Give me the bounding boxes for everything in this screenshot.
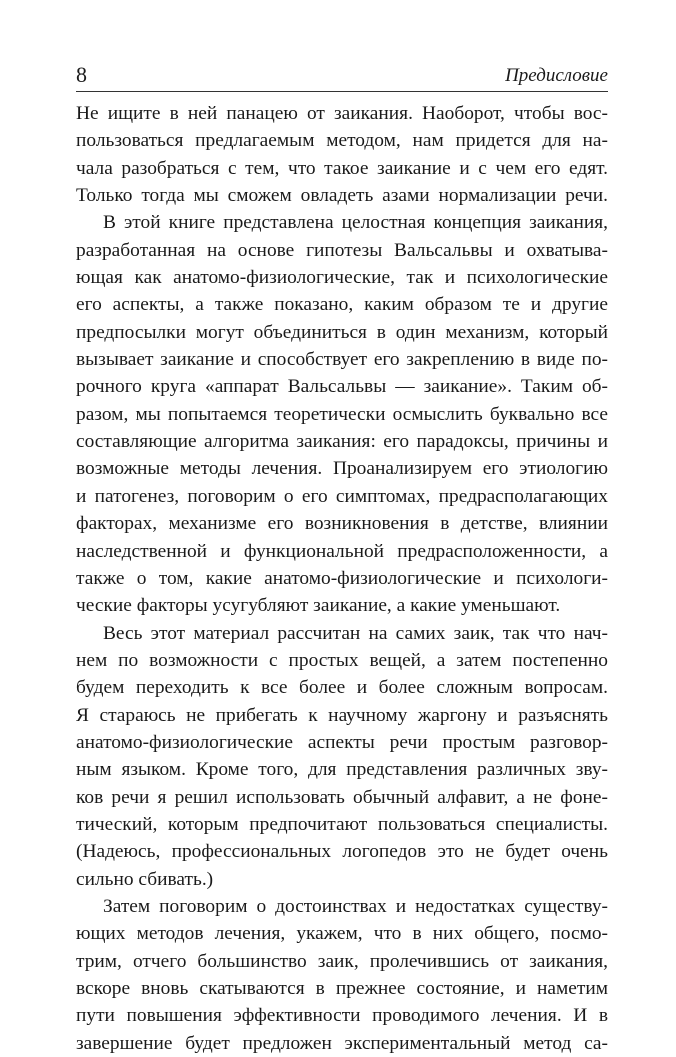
page-header <box>76 56 608 92</box>
text-line: его аспекты, а также показано, каким образом те и другие <box>76 294 608 316</box>
text-line: Я стараюсь не прибегать к научному жаргону и разъяснять <box>76 704 608 726</box>
text-line: (Надеюсь, профессиональных логопедов это не будет очень <box>76 841 608 863</box>
paragraph-3 <box>76 620 608 893</box>
text-line: пути повышения эффективности проводимого лечения. И в <box>76 1005 608 1027</box>
body-text <box>76 100 608 1057</box>
text-line: будем переходить к все более и более сложным вопросам. <box>76 677 608 699</box>
text-line: также о том, какие анатомо-физиологические и психологи- <box>76 567 608 589</box>
text-line: трим, отчего большинство заик, пролечившись от заикания, <box>76 950 608 972</box>
text-line: чала разобраться с тем, что такое заикание и с чем его едят. <box>76 157 608 179</box>
text-line: предпосылки могут объединиться в один механизм, который <box>76 321 608 343</box>
text-line: ющих методов лечения, укажем, что в них общего, посмо- <box>76 923 608 945</box>
paragraph-4 <box>76 893 608 1057</box>
text-line: и патогенез, поговорим о его симптомах, предрасполагающих <box>76 485 608 507</box>
text-line: ческие факторы усугубляют заикание, а какие уменьшают. <box>76 595 561 617</box>
text-line: наследственной и функциональной предрасположенности, а <box>76 540 608 562</box>
text-line: сильно сбивать.) <box>76 868 214 890</box>
text-line: ным языком. Кроме того, для представления различных зву- <box>76 759 608 781</box>
text-line: факторах, механизме его возникновения в детстве, влиянии <box>76 513 608 535</box>
text-line: тический, которым предпочитают пользоваться специалисты. <box>76 813 608 835</box>
text-line: Весь этот материал рассчитан на самих заик, так что нач- <box>103 622 608 644</box>
text-line: анатомо-физиологические аспекты речи простым разговор- <box>76 731 608 753</box>
text-line: рочного круга «аппарат Вальсальвы — заикание». Таким об- <box>76 376 608 398</box>
text-line: разработанная на основе гипотезы Вальсальвы и охватыва- <box>76 239 608 261</box>
paragraph-1 <box>76 100 608 209</box>
text-line: Не ищите в ней панацею от заикания. Наоборот, чтобы вос- <box>76 103 608 124</box>
running-title: Предисловие <box>505 65 608 86</box>
text-line: вызывает заикание и способствует его закреплению в виде по- <box>76 349 608 371</box>
text-line: вскоре вновь скатываются в прежнее состояние, и наметим <box>76 978 608 999</box>
text-line: ющая как анатомо-физиологические, так и психологические <box>76 267 608 289</box>
text-line: завершение будет предложен экспериментальный метод са- <box>76 1032 608 1054</box>
paragraph-2 <box>76 209 608 619</box>
text-line: Только тогда мы сможем овладеть азами нормализации речи. <box>76 185 608 207</box>
text-line: пользоваться предлагаемым методом, нам придется для на- <box>76 130 608 152</box>
text-line: В этой книге представлена целостная концепция заикания, <box>103 212 608 234</box>
header-rule <box>76 91 608 92</box>
page-number: 8 <box>76 62 87 87</box>
text-line: возможные методы лечения. Проанализируем его этиологию <box>76 458 608 480</box>
text-line: составляющие алгоритма заикания: его парадоксы, причины и <box>76 431 608 453</box>
text-line: ков речи я решил использовать обычный алфавит, а не фоне- <box>76 786 608 808</box>
text-line: разом, мы попытаемся теоретически осмыслить буквально все <box>76 403 608 425</box>
text-line: нем по возможности с простых вещей, а затем постепенно <box>76 649 608 671</box>
text-line: Затем поговорим о достоинствах и недостатках существу- <box>103 895 608 917</box>
